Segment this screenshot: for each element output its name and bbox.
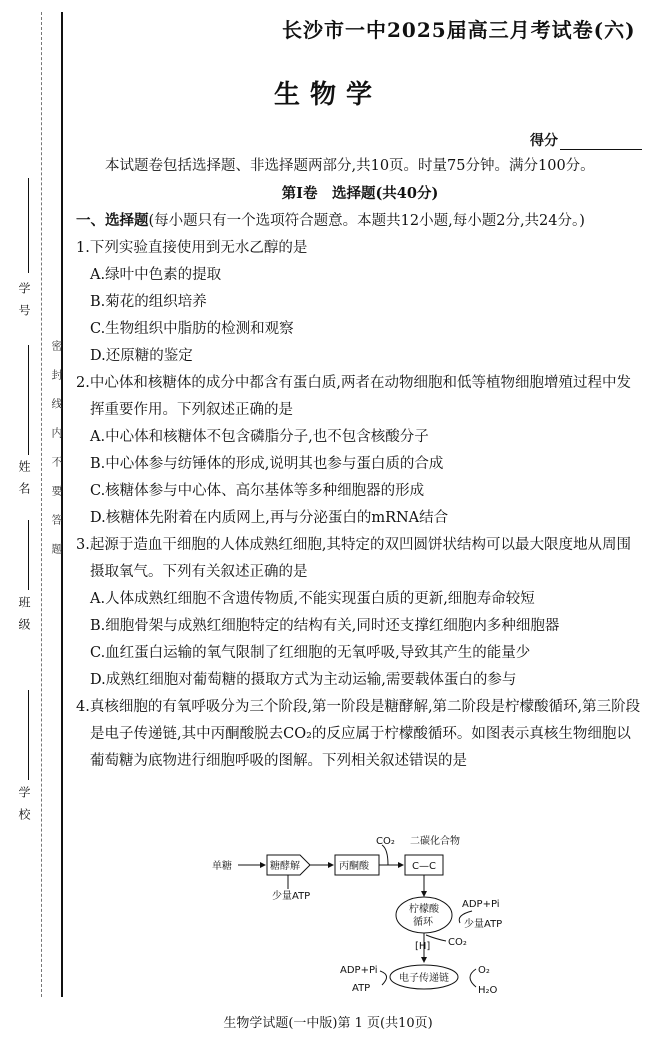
o2-label: O₂: [478, 965, 490, 976]
little-atp-2-label: 少量ATP: [464, 919, 503, 930]
glucose-label: 单糖: [212, 861, 232, 872]
question-1-option-c: C.生物组织中脂肪的检测和观察: [90, 321, 294, 337]
question-4-stem: 4.真核细胞的有氧呼吸分为三个阶段,第一阶段是糖酵解,第二阶段是柠檬酸循环,第三阶段是电子传递链,其中丙酮酸脱去CO₂的反应属于柠檬酸循环。如图表示真核生物细胞以葡萄糖为底物进行细胞呼吸的图解。下列相关叙述错误的是: [76, 699, 641, 769]
arrowhead-pyruvate: [328, 862, 334, 868]
question-3-option-d: D.成熟红细胞对葡萄糖的摄取方式为主动运输,需要载体蛋白的参与: [90, 672, 517, 688]
question-3-option-a: A.人体成熟红细胞不含遗传物质,不能实现蛋白质的更新,细胞寿命较短: [90, 591, 535, 607]
school-label: 学校: [17, 786, 31, 830]
class-blank: [28, 520, 29, 590]
paper-intro: 本试题卷包括选择题、非选择题两部分,共10页。时量75分钟。满分100分。: [105, 158, 595, 174]
page-footer: 生物学试题(一中版)第 1 页(共10页): [223, 1016, 433, 1031]
exam-content: [76, 153, 644, 775]
little-atp-1-label: 少量ATP: [272, 891, 311, 902]
student-number-blank: [28, 178, 29, 273]
question-2-stem: 2.中心体和核糖体的成分中都含有蛋白质,两者在动物细胞和低等植物细胞增殖过程中发挥重要作用。下列叙述正确的是: [76, 375, 631, 418]
part-instruction: (每小题只有一个选项符合题意。本题共12小题,每小题2分,共24分。): [148, 213, 585, 229]
exam-title: 长沙市一中2025届高三月考试卷(六): [282, 18, 636, 42]
arrow-o2: [470, 969, 476, 987]
question-2-option-a: A.中心体和核糖体不包含磷脂分子,也不包含核酸分子: [90, 429, 429, 445]
score-blank: [560, 137, 642, 150]
class-label: 班级: [17, 596, 31, 640]
name-label: 姓名: [17, 460, 31, 504]
arrowhead-cycle: [421, 891, 427, 897]
student-number-label: 学号: [17, 282, 31, 326]
name-blank: [28, 345, 29, 455]
question-1-option-b: B.菊花的组织培养: [90, 294, 207, 310]
arrow-adp-2: [380, 971, 387, 985]
part-heading: [76, 207, 644, 235]
binding-margin: [0, 0, 70, 1000]
respiration-diagram: [210, 835, 530, 1005]
arrow-co2-top: [382, 845, 388, 865]
two-carbon-label: 二碳化合物: [410, 836, 460, 847]
arrowhead-glucose: [260, 862, 266, 868]
question-2-option-d: D.核糖体先附着在内质网上,再与分泌蛋白的mRNA结合: [90, 510, 449, 526]
atp-label: ATP: [352, 983, 371, 994]
seal-warning-text: 密封线内不要答题: [50, 340, 63, 572]
question-3-option-b: B.细胞骨架与成熟红细胞特定的结构有关,同时还支撑红细胞内多种细胞器: [90, 618, 560, 634]
school-blank: [28, 690, 29, 780]
question-3-stem: 3.起源于造血干细胞的人体成熟红细胞,其特定的双凹圆饼状结构可以最大限度地从周围摄取氧气。下列有关叙述正确的是: [76, 537, 631, 580]
question-2-option-b: B.中心体参与纺锤体的形成,说明其也参与蛋白质的合成: [90, 456, 444, 472]
etc-label: 电子传递链: [399, 973, 449, 984]
adp-pi-2-label: ADP+Pi: [340, 965, 378, 976]
cycle-label-line2: 循环: [413, 917, 433, 928]
h2o-label: H₂O: [478, 985, 498, 996]
question-3-option-c: C.血红蛋白运输的氧气限制了红细胞的无氧呼吸,导致其产生的能量少: [90, 645, 531, 661]
question-1-option-a: A.绿叶中色素的提取: [90, 267, 222, 283]
pyruvate-label: 丙酮酸: [339, 861, 369, 872]
seal-dashed-line: [41, 12, 42, 997]
co2-mid-label: CO₂: [448, 937, 467, 948]
cc-label: C—C: [412, 861, 436, 872]
subject-title: 生物学: [273, 80, 382, 110]
adp-pi-1-label: ADP+Pi: [462, 899, 500, 910]
h-label: [H]: [415, 941, 431, 952]
section-title: 第Ⅰ卷 选择题(共40分): [281, 185, 439, 202]
score-label: 得分: [530, 133, 558, 149]
respiration-diagram-svg: [210, 835, 530, 1005]
question-2-option-c: C.核糖体参与中心体、高尔基体等多种细胞器的形成: [90, 483, 425, 499]
question-1-option-d: D.还原糖的鉴定: [90, 348, 193, 364]
co2-top-label: CO₂: [376, 836, 395, 847]
arrowhead-etc: [421, 957, 427, 963]
question-1-stem: 1.下列实验直接使用到无水乙醇的是: [76, 240, 308, 256]
cycle-label-line1: 柠檬酸: [409, 904, 439, 915]
part-title: 一、选择题: [76, 212, 149, 229]
arrowhead-cc: [398, 862, 404, 868]
score-field: [530, 130, 642, 150]
glycolysis-label: 糖酵解: [270, 861, 300, 872]
